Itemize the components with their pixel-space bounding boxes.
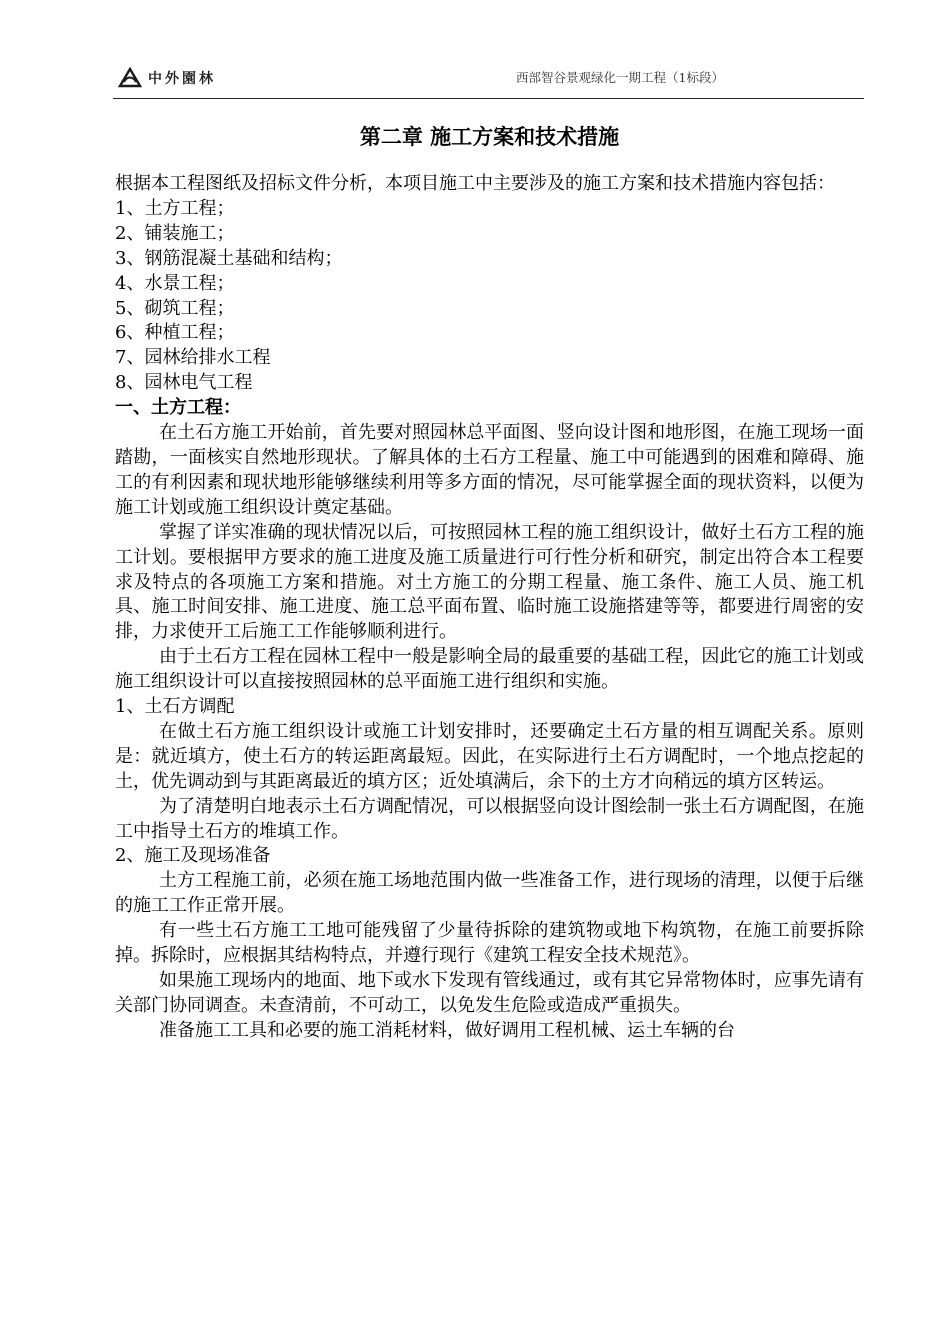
- paragraph: 土方工程施工前，必须在施工场地范围内做一些准备工作，进行现场的清理，以便于后继的施工工作正常开展。: [115, 870, 864, 917]
- logo-text: 中外園林: [148, 71, 216, 87]
- subsection-heading-earth-allocation: 1、土石方调配: [115, 696, 235, 718]
- section-heading-earthwork: 一、土方工程：: [115, 397, 241, 419]
- list-item: 6、种植工程；: [115, 322, 235, 344]
- paragraph: 为了清楚明白地表示土石方调配情况，可以根据竖向设计图绘制一张土石方调配图，在施工中指导土石方的堆填工作。: [115, 795, 864, 842]
- list-item: 2、铺装施工；: [115, 222, 235, 244]
- list-item: 5、砌筑工程；: [115, 297, 235, 319]
- list-item: 7、园林给排水工程: [115, 347, 271, 369]
- project-title: 西部智谷景观绿化一期工程（1标段）: [516, 70, 724, 85]
- list-item: 4、水景工程；: [115, 272, 235, 294]
- chapter-title: 第二章 施工方案和技术措施: [359, 125, 620, 149]
- paragraph: 在做土石方施工组织设计或施工计划安排时，还要确定土石方量的相互调配关系。原则是：就近填方，使土石方的转运距离最短。因此，在实际进行土石方调配时，一个地点挖起的土，优先调动到与其距离最近的填方区；近处填满后，余下的土方才向稍远的填方区转运。: [115, 720, 864, 792]
- paragraph: 在土石方施工开始前，首先要对照园林总平面图、竖向设计图和地形图，在施工现场一面踏勘，一面核实自然地形现状。了解具体的土石方工程量、施工中可能遇到的困难和障碍、施工的有利因素和现状地形能够继续利用等多方面的情况，尽可能掌握全面的现状资料，以便为施工计划或施工组织设计奠定基础。: [115, 422, 864, 518]
- intro-paragraph: 根据本工程图纸及招标文件分析，本项目施工中主要涉及的施工方案和技术措施内容包括：: [115, 173, 835, 194]
- paragraph: 如果施工现场内的地面、地下或水下发现有管线通过，或有其它异常物体时，应事先请有关部门协同调查。未查清前，不可动工，以免发生危险或造成严重损失。: [115, 970, 864, 1016]
- list-item: 3、钢筋混凝土基础和结构；: [115, 247, 343, 269]
- logo-mark-icon: [118, 67, 142, 89]
- list-item: 1、土方工程；: [115, 197, 235, 219]
- list-item: 8、园林电气工程: [115, 372, 253, 394]
- paragraph: 由于土石方工程在园林工程中一般是影响全局的最重要的基础工程，因此它的施工计划或施工组织设计可以直接按照园林的总平面施工进行组织和实施。: [115, 646, 864, 693]
- subsection-heading-site-preparation: 2、施工及现场准备: [115, 845, 271, 867]
- company-logo: [118, 67, 216, 89]
- scope-list: [115, 197, 864, 396]
- document-body: [115, 118, 864, 1044]
- paragraph: 掌握了详实准确的现状情况以后，可按照园林工程的施工组织设计，做好土石方工程的施工计划。要根据甲方要求的施工进度及施工质量进行可行性分析和研究，制定出符合本工程要求及特点的各项施工方案和措施。对土方施工的分期工程量、施工条件、施工人员、施工机具、施工时间安排、施工进度、施工总平面布置、临时施工设施搭建等等，都要进行周密的安排，力求使开工后施工工作能够顺利进行。: [115, 521, 864, 643]
- header-divider: [113, 98, 864, 99]
- paragraph: 有一些土石方施工工地可能残留了少量待拆除的建筑物或地下构筑物，在施工前要拆除掉。拆除时，应根据其结构特点，并遵行现行《建筑工程安全技术规范》。: [115, 920, 864, 967]
- paragraph: 准备施工工具和必要的施工消耗材料，做好调用工程机械、运土车辆的台: [159, 1019, 735, 1041]
- page-header: [113, 62, 864, 100]
